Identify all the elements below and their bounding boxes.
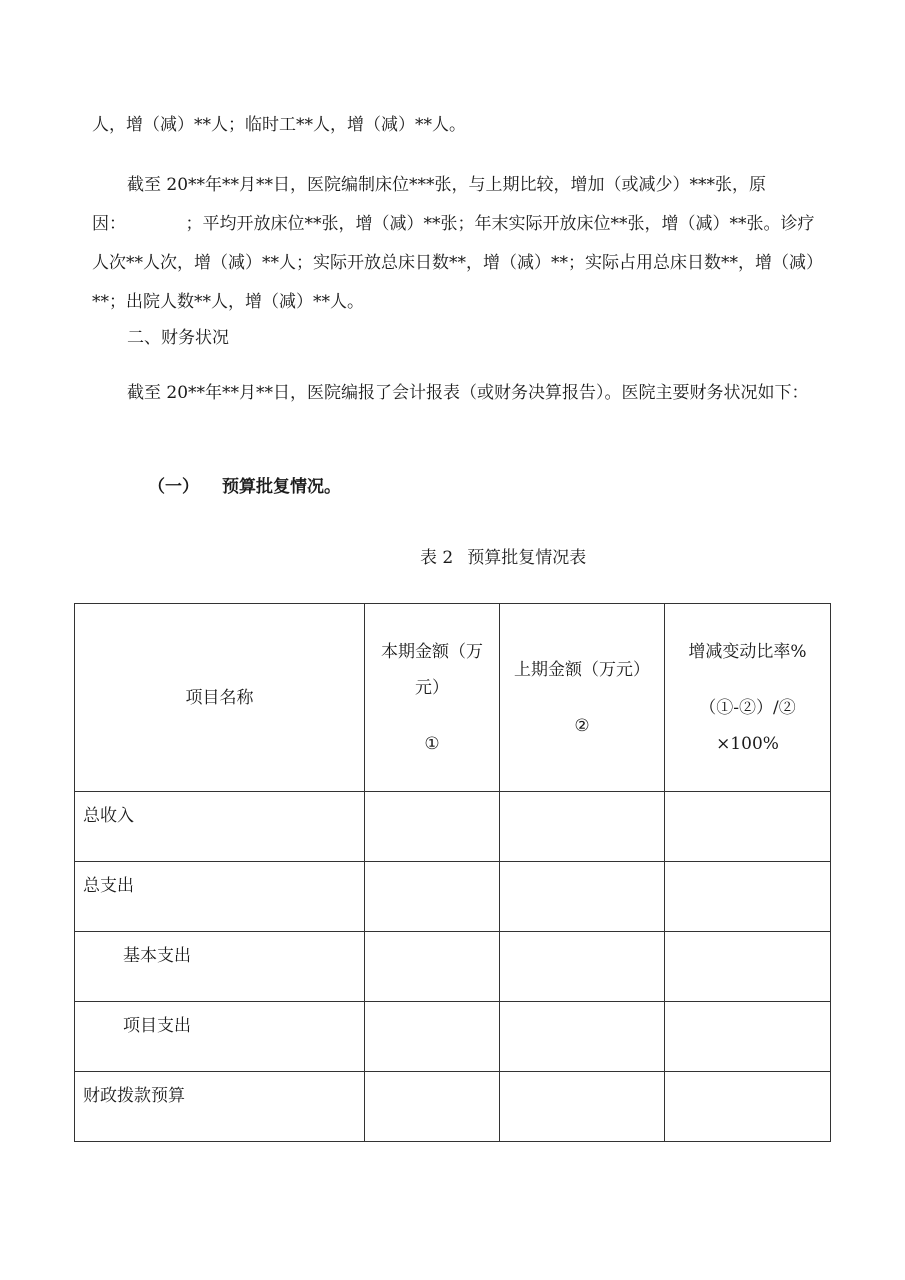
- table-caption-label: 表 2: [420, 548, 454, 568]
- header-previous-amount: [500, 604, 665, 792]
- paragraph-financial-intro: 截至 20**年**月**日，医院编报了会计报表（或财务决算报告）。医院主要财务状况如下：: [127, 383, 809, 403]
- cell-change: [665, 1072, 831, 1142]
- row-name-fiscal-appropriation: 财政拨款预算: [75, 1072, 365, 1142]
- table-caption-title: 预算批复情况表: [467, 548, 587, 568]
- row-name-total-expense: 总支出: [75, 862, 365, 932]
- cell-previous: [500, 1072, 665, 1142]
- subsection-number: （一）: [148, 477, 199, 497]
- header-change-rate: [665, 604, 831, 792]
- header-current-line2: 元）: [415, 677, 449, 698]
- table-header-row: [75, 604, 831, 792]
- row-name-project-expense: 项目支出: [75, 1002, 365, 1072]
- header-current-line1: 本期金额（万: [381, 641, 483, 662]
- cell-current: [365, 862, 500, 932]
- table-caption: [420, 541, 586, 575]
- table-row: [75, 1072, 831, 1142]
- table-row: [75, 932, 831, 1002]
- subsection-title: 预算批复情况。: [222, 477, 341, 497]
- cell-current: [365, 792, 500, 862]
- cell-change: [665, 1002, 831, 1072]
- cell-change: [665, 792, 831, 862]
- header-item-name: [75, 604, 365, 792]
- table-row: [75, 792, 831, 862]
- header-previous-line1: 上期金额（万元）: [514, 659, 650, 680]
- table-row: [75, 862, 831, 932]
- cell-current: [365, 1072, 500, 1142]
- cell-current: [365, 1002, 500, 1072]
- table-row: [75, 1002, 831, 1072]
- header-change-line1: 增减变动比率%: [688, 641, 807, 662]
- section-title-financial-status: 二、财务状况: [127, 328, 229, 348]
- cell-previous: [500, 792, 665, 862]
- budget-approval-table: [74, 603, 831, 1142]
- cell-change: [665, 862, 831, 932]
- header-change-line2: （①-②）/②: [699, 697, 796, 718]
- paragraph-bed-statistics: 截至 20**年**月**日，医院编制床位***张，与上期比较，增加（或减少）***张，原因： ；平均开放床位**张，增（减）**张；年末实际开放床位**张，增（减）**张。诊疗人次**人次，增（减）**人；实际开放总床日数**，增（减）**；实际占用总床日数**，增（减）**；出院人数**人，增（减）**人。: [92, 175, 815, 312]
- cell-previous: [500, 1002, 665, 1072]
- header-previous-marker: ②: [574, 715, 590, 736]
- subsection-heading: [148, 470, 341, 504]
- cell-current: [365, 932, 500, 1002]
- header-change-line3: ×100%: [716, 733, 779, 754]
- cell-previous: [500, 932, 665, 1002]
- row-name-basic-expense: 基本支出: [75, 932, 365, 1002]
- paragraph-staff-change: 人，增（减）**人；临时工**人，增（减）**人。: [92, 115, 466, 135]
- cell-previous: [500, 862, 665, 932]
- header-current-amount: [365, 604, 500, 792]
- header-current-marker: ①: [424, 733, 440, 754]
- header-item-name-text: 项目名称: [185, 687, 254, 708]
- cell-change: [665, 932, 831, 1002]
- row-name-total-income: 总收入: [75, 792, 365, 862]
